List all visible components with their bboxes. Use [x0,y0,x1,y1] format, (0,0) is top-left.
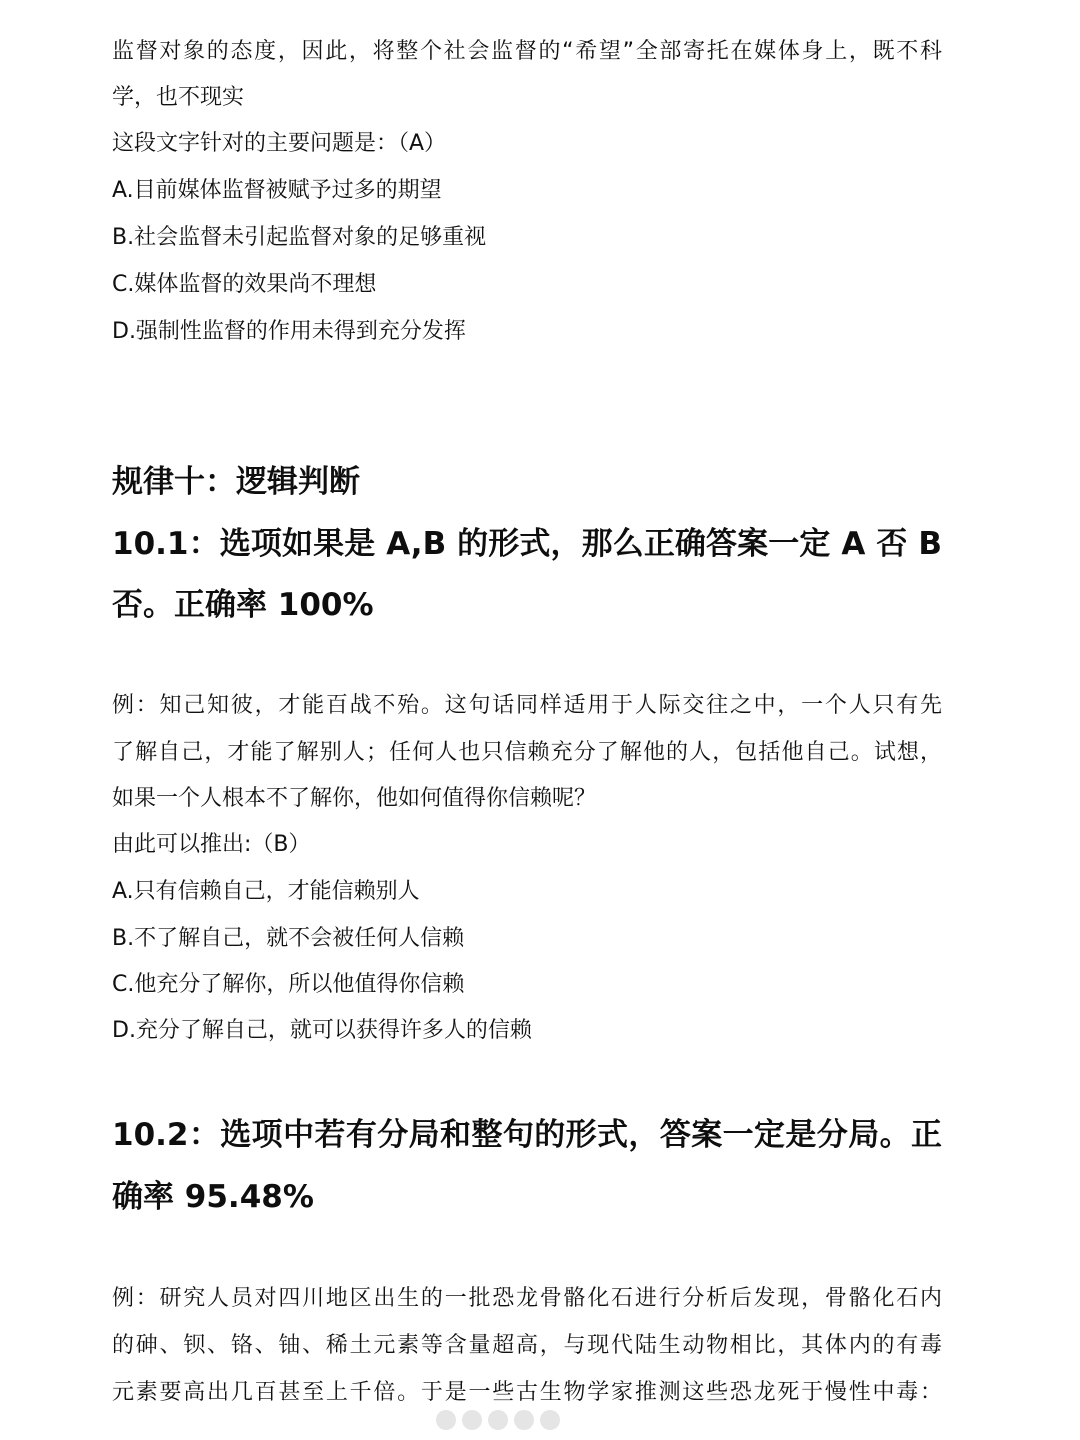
answer-option: C.他充分了解你，所以他值得你信赖 [112,972,465,997]
example-line: 例：研究人员对四川地区出生的一批恐龙骨骼化石进行分析后发现，骨骼化石内 [112,1286,942,1311]
answer-option: A.目前媒体监督被赋予过多的期望 [112,178,442,203]
rule-heading: 确率 95.48% [112,1179,314,1215]
question-prompt: 由此可以推出:（B） [112,832,311,857]
question-prompt: 这段文字针对的主要问题是：（A） [112,131,447,156]
watermark-dot-icon [436,1410,456,1430]
rule-heading: 10.2：选项中若有分局和整句的形式，答案一定是分局。正 [112,1117,942,1153]
answer-option: B.社会监督未引起监督对象的足够重视 [112,225,487,250]
watermark [436,1408,586,1432]
rule-heading: 否。正确率 100% [112,587,374,623]
watermark-dot-icon [514,1410,534,1430]
example-line: 元素要高出几百甚至上千倍。于是一些古生物学家推测这些恐龙死于慢性中毒： [112,1380,942,1405]
rule-heading: 10.1：选项如果是 A,B 的形式，那么正确答案一定 A 否 B [112,526,942,562]
watermark-dot-icon [462,1410,482,1430]
example-line: 的砷、钡、铬、铀、稀土元素等含量超高，与现代陆生动物相比，其体内的有毒 [112,1333,942,1358]
section-title: 规律十：逻辑判断 [112,464,360,500]
paragraph-line: 学，也不现实 [112,85,245,110]
answer-option: B.不了解自己，就不会被任何人信赖 [112,926,465,951]
answer-option: C.媒体监督的效果尚不理想 [112,272,377,297]
paragraph-line: 监督对象的态度，因此，将整个社会监督的“希望”全部寄托在媒体身上，既不科 [112,39,942,64]
answer-option: D.强制性监督的作用未得到充分发挥 [112,319,466,344]
example-line: 了解自己，才能了解别人；任何人也只信赖充分了解他的人，包括他自己。试想， [112,740,942,765]
example-line: 例：知己知彼，才能百战不殆。这句话同样适用于人际交往之中，一个人只有先 [112,693,942,718]
watermark-dot-icon [488,1410,508,1430]
answer-option: A.只有信赖自己，才能信赖别人 [112,879,420,904]
watermark-dot-icon [540,1410,560,1430]
example-line: 如果一个人根本不了解你，他如何值得你信赖呢？ [112,786,597,811]
answer-option: D.充分了解自己，就可以获得许多人的信赖 [112,1018,532,1043]
